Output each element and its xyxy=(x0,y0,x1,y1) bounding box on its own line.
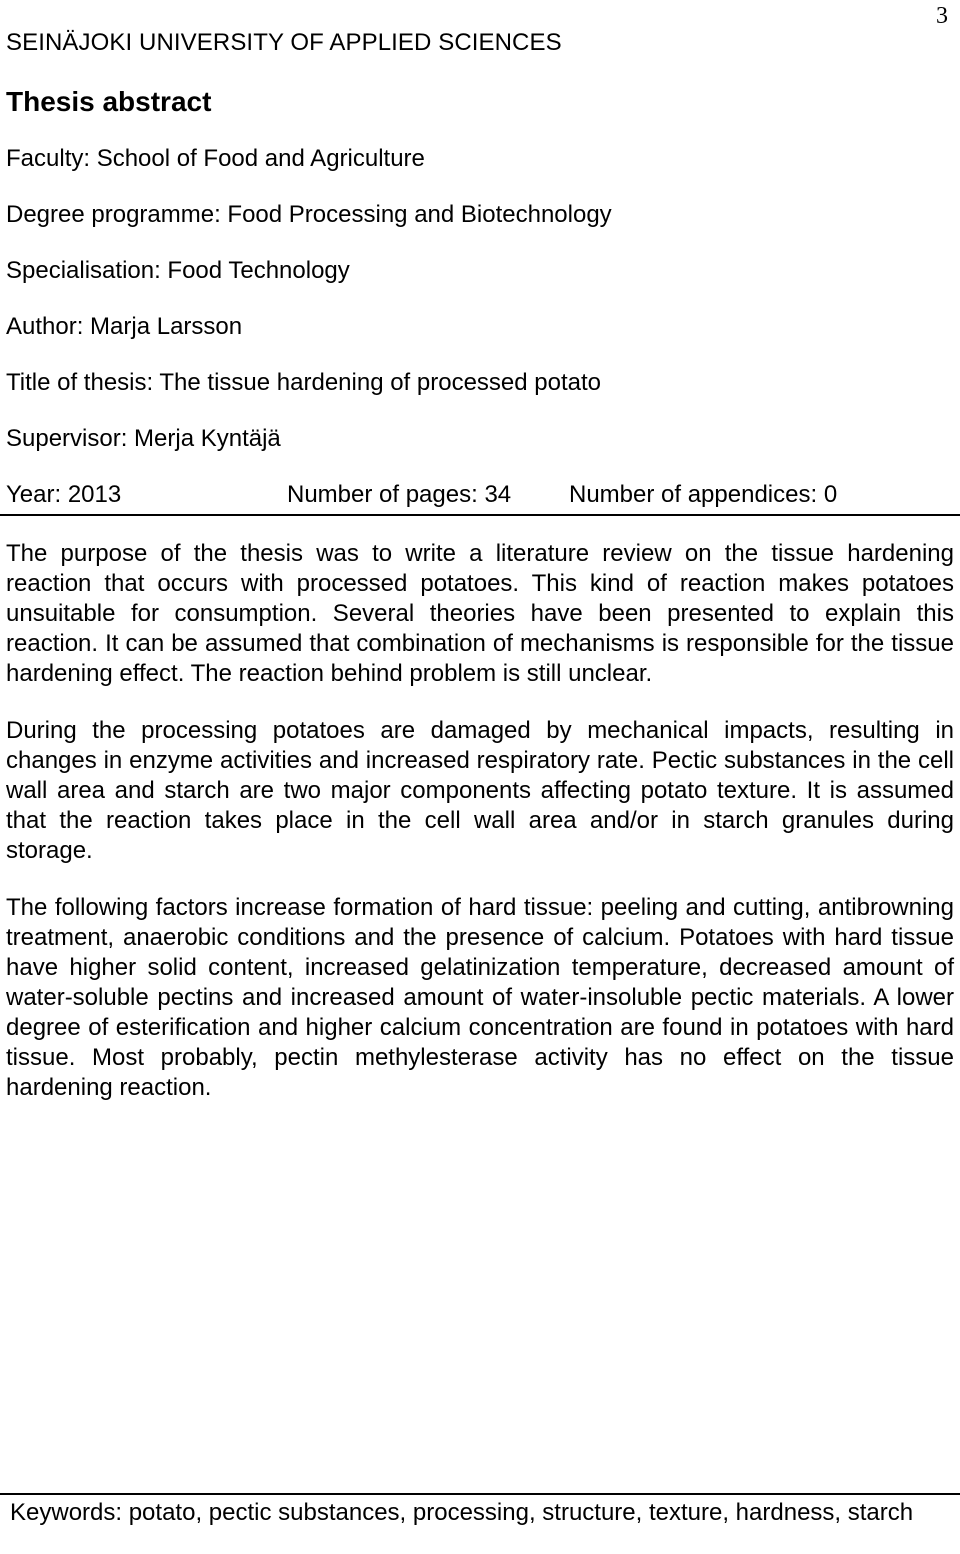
abstract-paragraph: The purpose of the thesis was to write a literature review on the tissue hardening reaction that occurs with processed potatoes. This kind of reaction makes potatoes unsuitable for consumption. Several theories have been presented to explain this reaction. It can be assumed that combination of mechanisms is responsible for the tissue hardening effect. The reaction behind problem is still unclear. xyxy=(6,540,954,687)
year-pages-appendices-row xyxy=(6,481,960,509)
appendices-count: Number of appendices: 0 xyxy=(569,481,838,508)
author-line: Author: Marja Larsson xyxy=(6,313,243,340)
pages-count: Number of pages: 34 xyxy=(287,481,512,508)
abstract-paragraph: The following factors increase formation of hard tissue: peeling and cutting, antibrowning treatment, anaerobic conditions and the presence of calcium. Potatoes with hard tissue have higher solid content, increased gelatinization temperature, decreased amount of water-soluble pectins and increased amount of water-insoluble pectic materials. A lower degree of esterification and higher calcium concentration are found in potatoes with hard tissue. Most probably, pectin methylesterase activity has no effect on the tissue hardening reaction. xyxy=(6,894,954,1101)
abstract-paragraph: During the processing potatoes are damaged by mechanical impacts, resulting in changes in enzyme activities and increased respiratory rate. Pectic substances in the cell wall area and starch are two major components affecting potato texture. It is assumed that the reaction takes place in the cell wall area and/or in starch granules during storage. xyxy=(6,717,954,864)
page-number: 3 xyxy=(936,3,948,29)
year-value: Year: 2013 xyxy=(6,481,122,508)
page-title: Thesis abstract xyxy=(6,86,212,117)
degree-programme-line: Degree programme: Food Processing and Biotechnology xyxy=(6,201,612,228)
header-divider xyxy=(0,514,960,516)
faculty-line: Faculty: School of Food and Agriculture xyxy=(6,145,425,172)
university-name: SEINÄJOKI UNIVERSITY OF APPLIED SCIENCES xyxy=(6,29,562,56)
supervisor-line: Supervisor: Merja Kyntäjä xyxy=(6,425,281,452)
thesis-title-line: Title of thesis: The tissue hardening of processed potato xyxy=(6,369,602,396)
specialisation-line: Specialisation: Food Technology xyxy=(6,257,350,284)
keywords-line: Keywords: potato, pectic substances, processing, structure, texture, hardness, starch xyxy=(10,1499,914,1526)
